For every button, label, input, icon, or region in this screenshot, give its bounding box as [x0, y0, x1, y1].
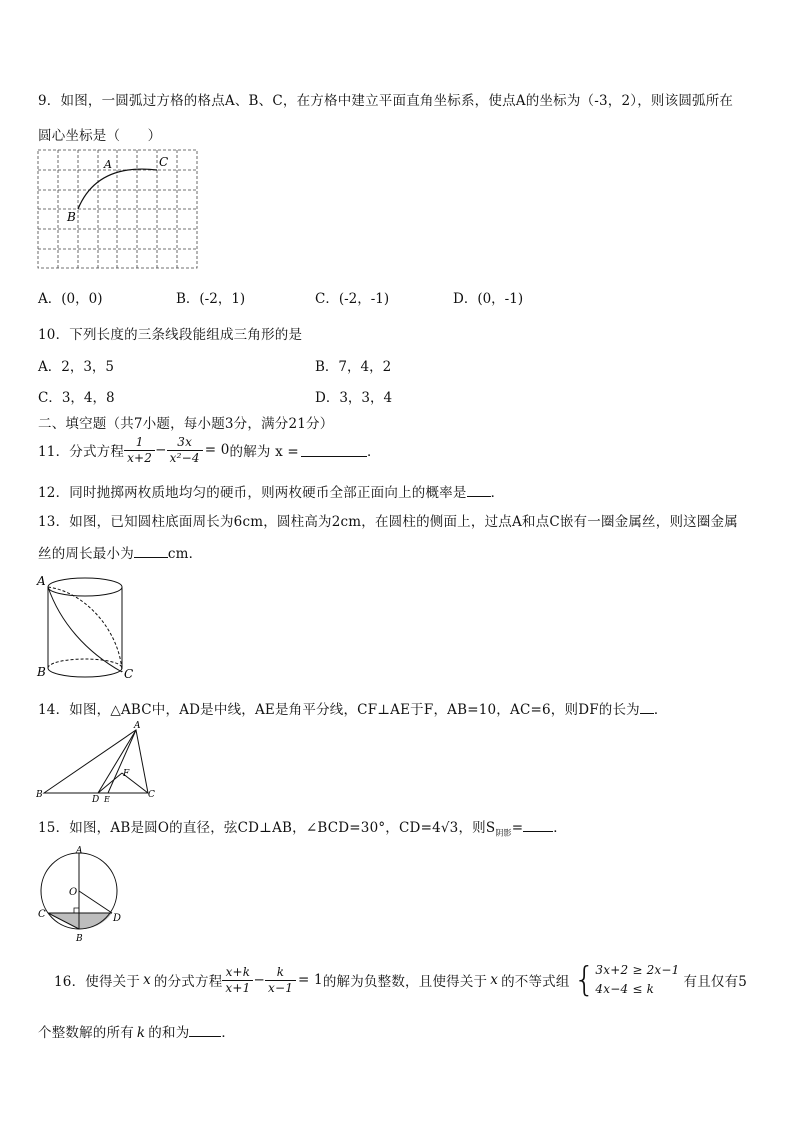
q11-answer-blank [301, 444, 367, 457]
q16-system-line-1: 3x+2 ≥ 2x−1 [595, 963, 680, 977]
q13-bottom-front [48, 668, 122, 677]
q12-end: ． [490, 485, 505, 501]
q16-line2-prefix: 个整数解的所有 [38, 1025, 134, 1041]
q13-top-ellipse [48, 578, 122, 596]
q10-option-c: C．3，4，8 [38, 390, 115, 406]
q16-mid2: 的解为负整数，且使得关于 [322, 974, 488, 990]
q16-mid1: 的分式方程 [153, 974, 223, 990]
q14-label-f: F [123, 769, 130, 779]
q9-option-d: D．(0，-1) [453, 291, 524, 307]
q14-text: 14．如图，△ABC中，AD是中线，AE是角平分线，CF⊥AE于F，AB=10，AC=6，则DF的长为 [38, 702, 640, 718]
q15-right-angle-mark [74, 908, 79, 913]
q10-option-a: A．2，3，5 [38, 359, 115, 375]
q15-sqrt: √3 [440, 820, 459, 836]
q13-wire-front [48, 587, 122, 672]
q15-label-b: B [76, 934, 83, 943]
q16-tail: 有且仅有5 [683, 974, 748, 990]
q10-option-b: B．7，4，2 [315, 359, 392, 375]
q12-text: 12．同时抛掷两枚质地均匀的硬币，则两枚硬币全部正面向上的概率是 [38, 485, 467, 501]
q14-label-d: D [92, 795, 100, 804]
q11-frac2-den: x²−4 [169, 450, 200, 465]
q14-answer-blank [640, 701, 654, 714]
q9-stem-line1: 9．如图，一圆弧过方格的格点A、B、C，在方格中建立平面直角坐标系，使点A的坐标为（-3，2），则该圆弧所在 [38, 93, 734, 109]
q14-label-e: E [104, 795, 110, 804]
q11-suffix: 的解为 x = [229, 444, 299, 460]
q16-system-lines [595, 961, 679, 999]
q16-fraction-2 [265, 965, 296, 996]
q16-line2-mid: 的和为 [148, 1025, 190, 1041]
q14-label-b: B [36, 790, 43, 800]
q9-grid-figure [37, 149, 199, 270]
q11-frac1-num: 1 [124, 435, 155, 451]
q9-arc [78, 169, 157, 209]
q13-bottom-back [48, 659, 122, 668]
q13-label-a: A [37, 574, 46, 588]
q11-fraction-1 [124, 435, 155, 466]
q15-subscript: 阴影 [495, 828, 512, 838]
q15-text-prefix: 15．如图，AB是圆O的直径，弦CD⊥AB，∠BCD=30°，CD=4 [38, 820, 441, 836]
q14-line [38, 698, 668, 718]
q9-stem-line2: 圆心坐标是（ ） [38, 128, 162, 144]
q15-line [38, 816, 567, 839]
q11-prefix: 11．分式方程 [38, 444, 125, 460]
q11-minus: − [155, 442, 167, 458]
q14-triangle-abc [44, 730, 148, 793]
q11-end: ． [366, 444, 381, 460]
q16-minus: − [253, 972, 265, 988]
q16-end: ． [221, 1025, 236, 1041]
q15-label-a: A [76, 846, 83, 856]
q16-frac1-den: x+1 [225, 980, 251, 995]
q14-end: ． [653, 702, 668, 718]
q16-frac2-num: k [265, 965, 296, 981]
q16-prefix: 16．使得关于 [54, 974, 141, 990]
q15-circle-figure [36, 845, 126, 943]
q9-label-b: B [67, 210, 76, 224]
q13-wire-back [48, 587, 122, 672]
q11-fraction-2 [167, 435, 203, 466]
q9-option-c: C．(-2，-1) [315, 291, 390, 307]
q15-label-d: D [113, 913, 122, 924]
q16-mid3: 的不等式组 [501, 974, 570, 990]
section-2-heading: 二、填空题（共7小题，每小题3分，满分21分） [38, 416, 334, 432]
q16-system-brace: { [573, 960, 596, 1000]
q10-stem: 10．下列长度的三条线段能组成三角形的是 [38, 327, 303, 343]
q15-label-o: O [69, 887, 78, 898]
q13-stem-line1: 13．如图，已知圆柱底面周长为6cm，圆柱高为2cm，在圆柱的侧面上，过点A和点C嵌有一圈金属丝，则这圈金属 [38, 514, 738, 530]
q16-answer-blank [189, 1024, 221, 1037]
q11-line [38, 432, 381, 468]
q9-label-a: A [104, 158, 112, 171]
q13-cylinder-figure [36, 570, 140, 682]
q12-line [38, 481, 504, 501]
q11-frac1-den: x+2 [127, 450, 153, 465]
q15-text-eq: = [511, 820, 524, 836]
q16-equals: = 1 [298, 972, 323, 988]
q13-line2-prefix: 丝的周长最小为 [38, 546, 134, 562]
q16-frac1-num: x+k [222, 965, 253, 981]
q12-answer-blank [467, 484, 491, 497]
q15-label-c: C [38, 909, 46, 920]
q16-line1 [54, 956, 747, 1004]
q14-label-c: C [148, 790, 155, 800]
q14-segment-df [98, 773, 122, 793]
q15-answer-blank [523, 819, 553, 832]
q13-label-b: B [37, 665, 46, 679]
q16-frac2-den: x−1 [267, 980, 294, 995]
q16-line2 [38, 1021, 235, 1041]
q16-inequality-system [574, 961, 680, 999]
q16-var-x-2: x [490, 972, 499, 988]
q13-line2-suffix: cm． [167, 546, 203, 562]
q14-triangle-figure [36, 720, 164, 804]
q11-equals: = 0 [204, 442, 230, 458]
q13-label-c: C [124, 667, 134, 681]
q16-var-k: k [136, 1025, 146, 1041]
q9-option-b: B．(-2，1) [176, 291, 246, 307]
q16-var-x-1: x [143, 972, 151, 988]
q15-segment-od [79, 891, 112, 913]
q13-stem-line2 [38, 542, 202, 562]
q16-fraction-1 [222, 965, 253, 996]
q13-answer-blank [134, 545, 168, 558]
q9-option-a: A．(0，0) [38, 291, 103, 307]
q15-text-mid: ，则S [458, 820, 496, 836]
q9-label-c: C [159, 155, 169, 169]
q11-frac2-num: 3x [167, 435, 203, 451]
q10-option-d: D．3，3，4 [315, 390, 393, 406]
q14-label-a: A [134, 721, 141, 731]
q15-end: ． [553, 820, 567, 836]
q14-median-ad [98, 730, 136, 793]
q16-system-line-2: 4x−4 ≤ k [595, 982, 655, 996]
